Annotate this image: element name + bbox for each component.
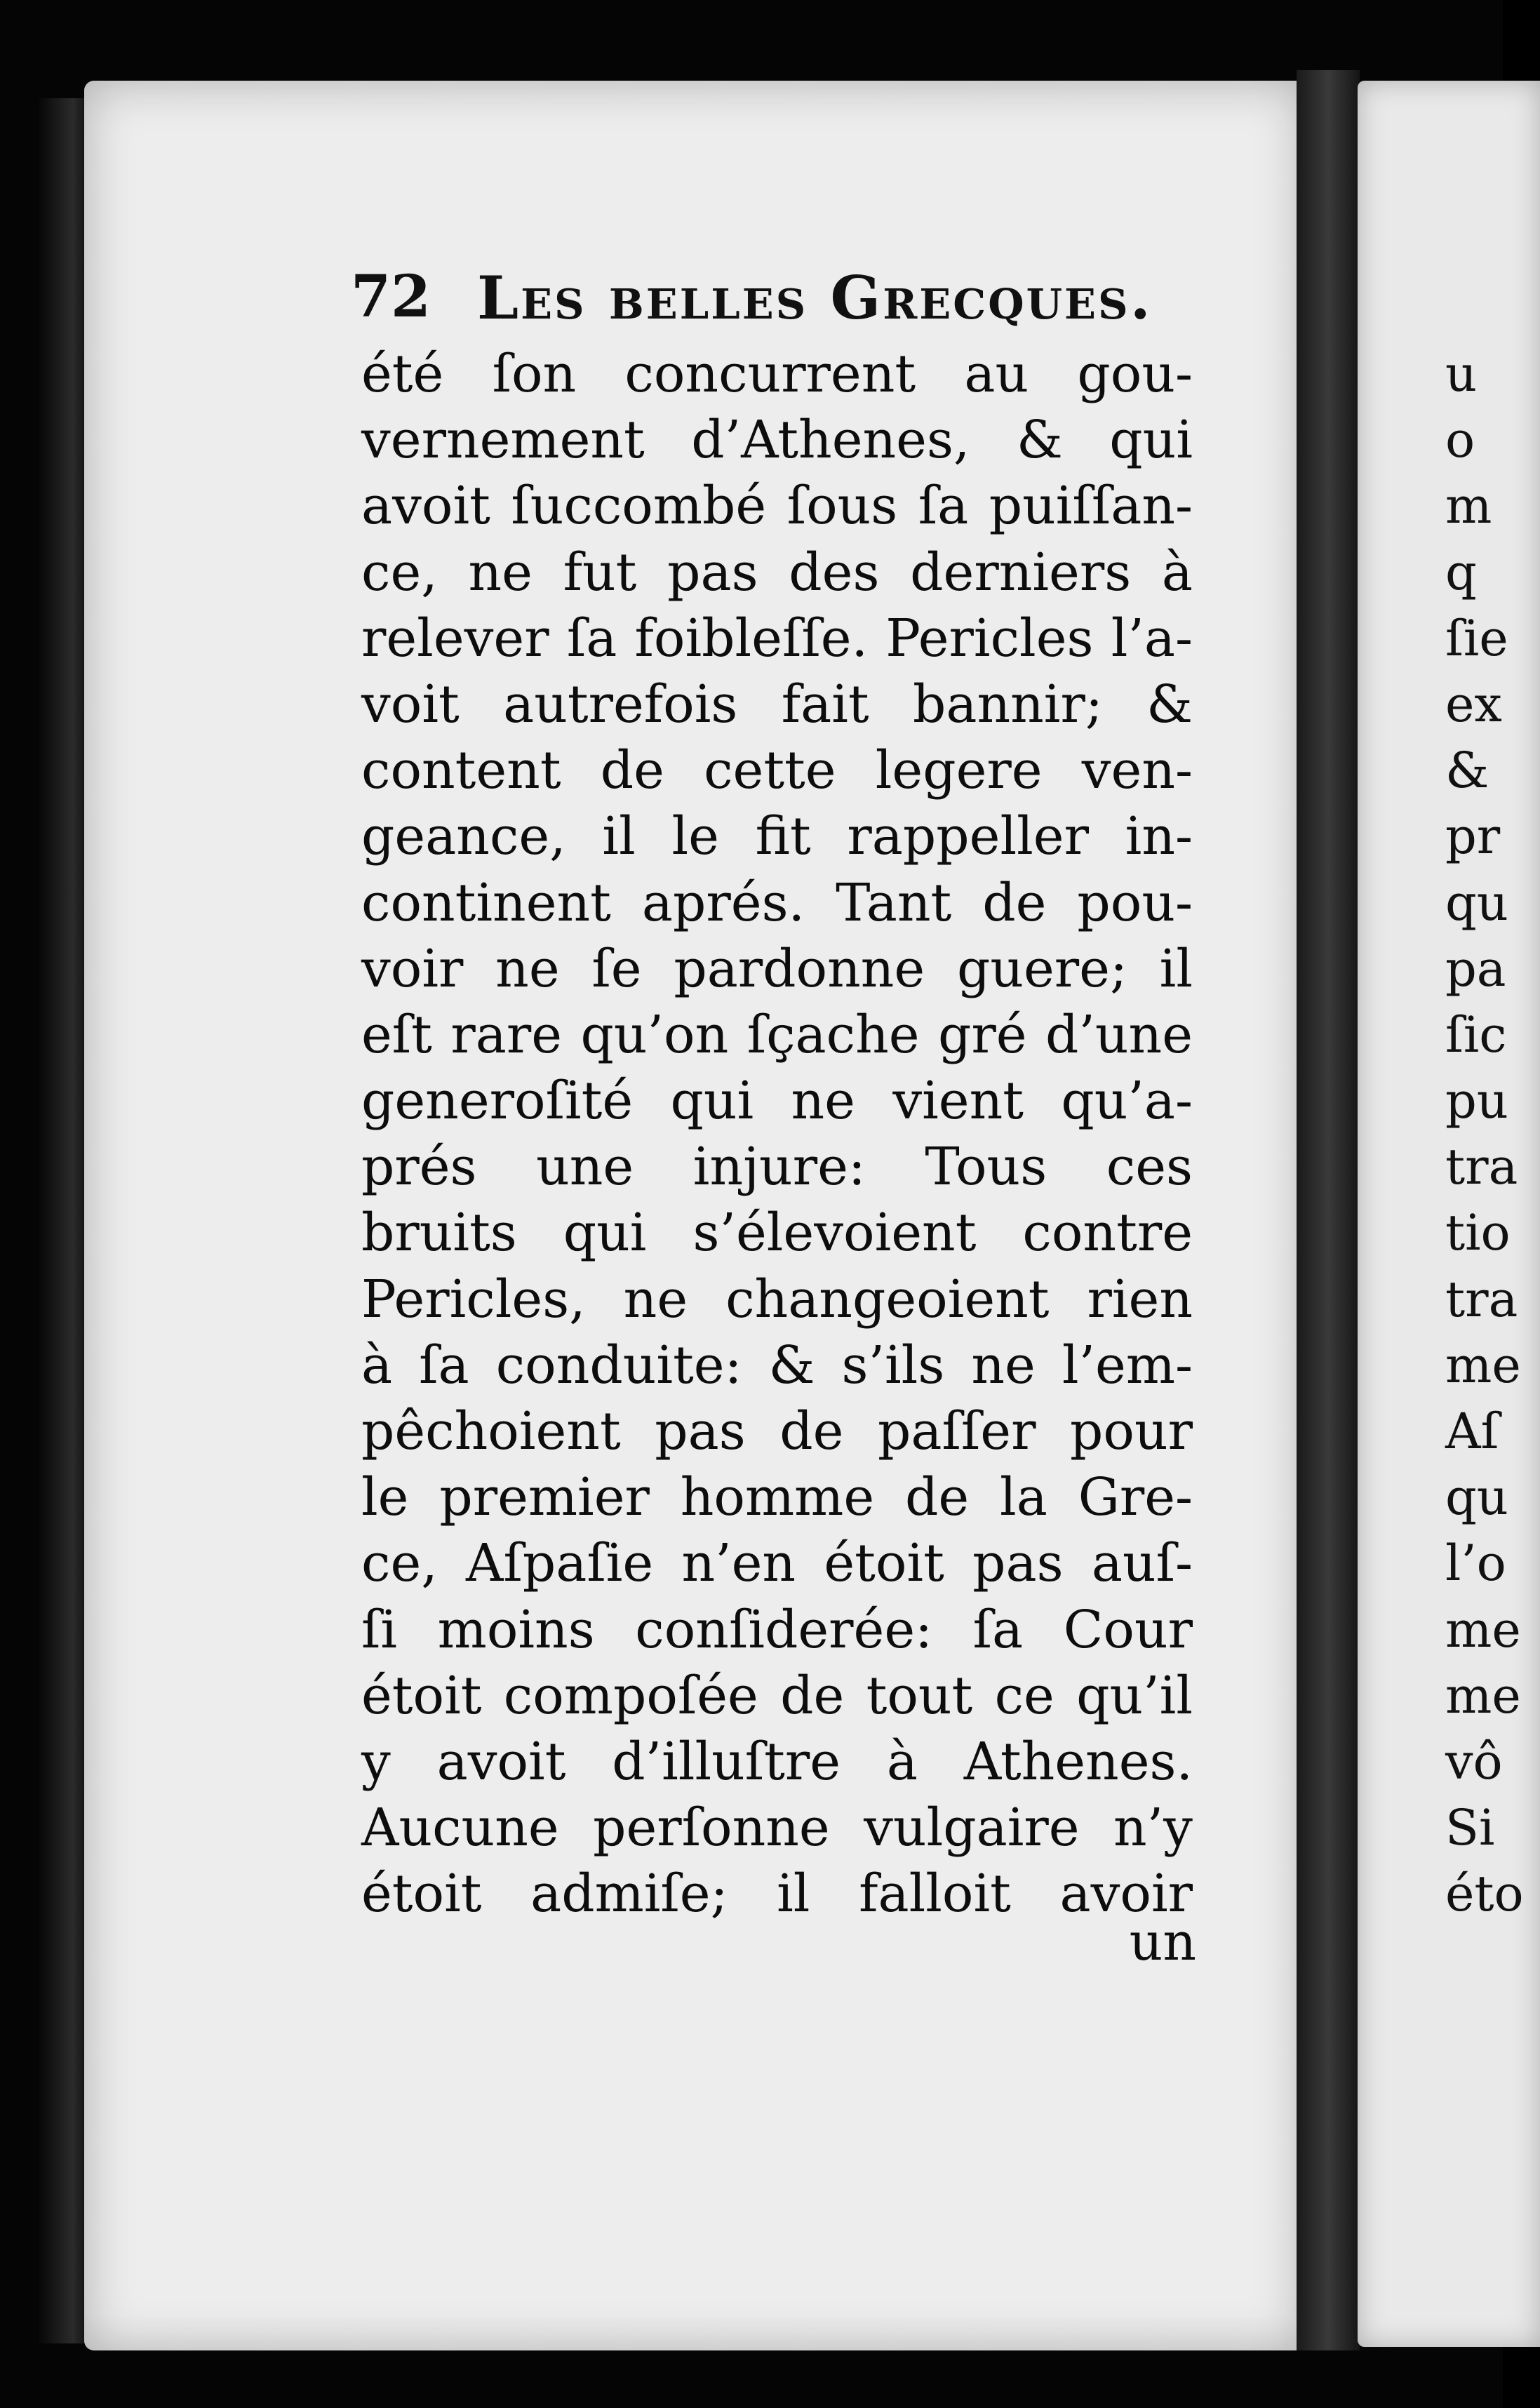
text-line: vernement d’Athenes, & qui	[361, 410, 1193, 471]
text-line: ce, ne fut pas des derniers à	[361, 542, 1193, 603]
text-line: Pericles, ne changeoient rien	[361, 1269, 1193, 1330]
text-line: le premier homme de la Gre-	[361, 1467, 1193, 1528]
facing-text-fragment: q	[1445, 543, 1477, 601]
facing-text-fragment: u	[1445, 345, 1478, 403]
facing-text-fragment: pa	[1445, 939, 1506, 998]
text-line: eſt rare qu’on ſçache gré d’une	[361, 1004, 1193, 1065]
facing-text-fragment: pr	[1445, 808, 1501, 866]
text-line: été ſon concurrent au gou-	[361, 344, 1193, 404]
facing-text-fragment: l’o	[1445, 1534, 1506, 1593]
facing-text-fragment: Aſ	[1445, 1403, 1499, 1460]
facing-text-fragment: tra	[1445, 1270, 1518, 1328]
text-line: avoit ſuccombé ſous ſa puiſſan-	[361, 476, 1193, 537]
book-gutter	[1297, 70, 1360, 2350]
text-line: prés une injure: Tous ces	[361, 1137, 1193, 1198]
facing-text-fragment: tio	[1445, 1204, 1511, 1262]
text-line: generoſité qui ne vient qu’a-	[361, 1071, 1193, 1132]
facing-text-fragment: m	[1445, 477, 1492, 535]
text-line: relever ſa foibleſſe. Pericles l’a-	[361, 608, 1193, 669]
facing-text-fragment: pu	[1445, 1072, 1508, 1130]
text-line: ce, Aſpaſie n’en étoit pas auſ-	[361, 1533, 1193, 1594]
text-line: content de cette legere ven-	[361, 740, 1193, 801]
text-line: y avoit d’illuſtre à Athenes.	[361, 1731, 1193, 1792]
facing-text-fragment: éto	[1445, 1865, 1524, 1923]
text-line: à ſa conduite: & s’ils ne l’em-	[361, 1335, 1193, 1396]
text-line: ſi moins conſiderée: ſa Cour	[361, 1599, 1193, 1660]
text-line: Aucune perſonne vulgaire n’y	[361, 1798, 1193, 1859]
page-header	[351, 263, 1186, 340]
text-line: pêchoient pas de paſſer pour	[361, 1401, 1193, 1461]
text-line: voit autrefois fait bannir; &	[361, 674, 1193, 735]
text-line: bruits qui s’élevoient contre	[361, 1203, 1193, 1264]
catchword: un	[1129, 1912, 1196, 1972]
text-line: voir ne ſe pardonne guere; il	[361, 938, 1193, 999]
text-line: étoit compoſée de tout ce qu’il	[361, 1665, 1193, 1726]
text-line: continent aprés. Tant de pou-	[361, 872, 1193, 933]
facing-text-fragment: me	[1445, 1600, 1521, 1659]
facing-text-fragment: me	[1445, 1336, 1521, 1394]
facing-text-fragment: &	[1445, 742, 1489, 800]
text-line: geance, il le fit rappeller in-	[361, 806, 1193, 867]
facing-page-text	[1445, 341, 1524, 1927]
facing-text-fragment: tra	[1445, 1138, 1518, 1196]
facing-text-fragment: qu	[1445, 874, 1508, 932]
facing-text-fragment: ſic	[1445, 1005, 1507, 1064]
facing-text-fragment: vô	[1445, 1732, 1503, 1791]
facing-text-fragment: qu	[1445, 1469, 1508, 1527]
facing-text-fragment: ſie	[1445, 609, 1508, 667]
book-edge-shadow	[39, 98, 88, 2343]
facing-text-fragment: Si	[1445, 1799, 1495, 1857]
page-number: 72	[351, 263, 431, 330]
facing-text-fragment: ex	[1445, 675, 1502, 733]
facing-text-fragment: o	[1445, 411, 1475, 469]
facing-text-fragment: me	[1445, 1666, 1521, 1725]
text-line: étoit admiſe; il falloit avoir	[361, 1864, 1193, 1925]
page-body-text	[361, 341, 1193, 1927]
running-title: Les belles Grecques.	[477, 263, 1153, 333]
